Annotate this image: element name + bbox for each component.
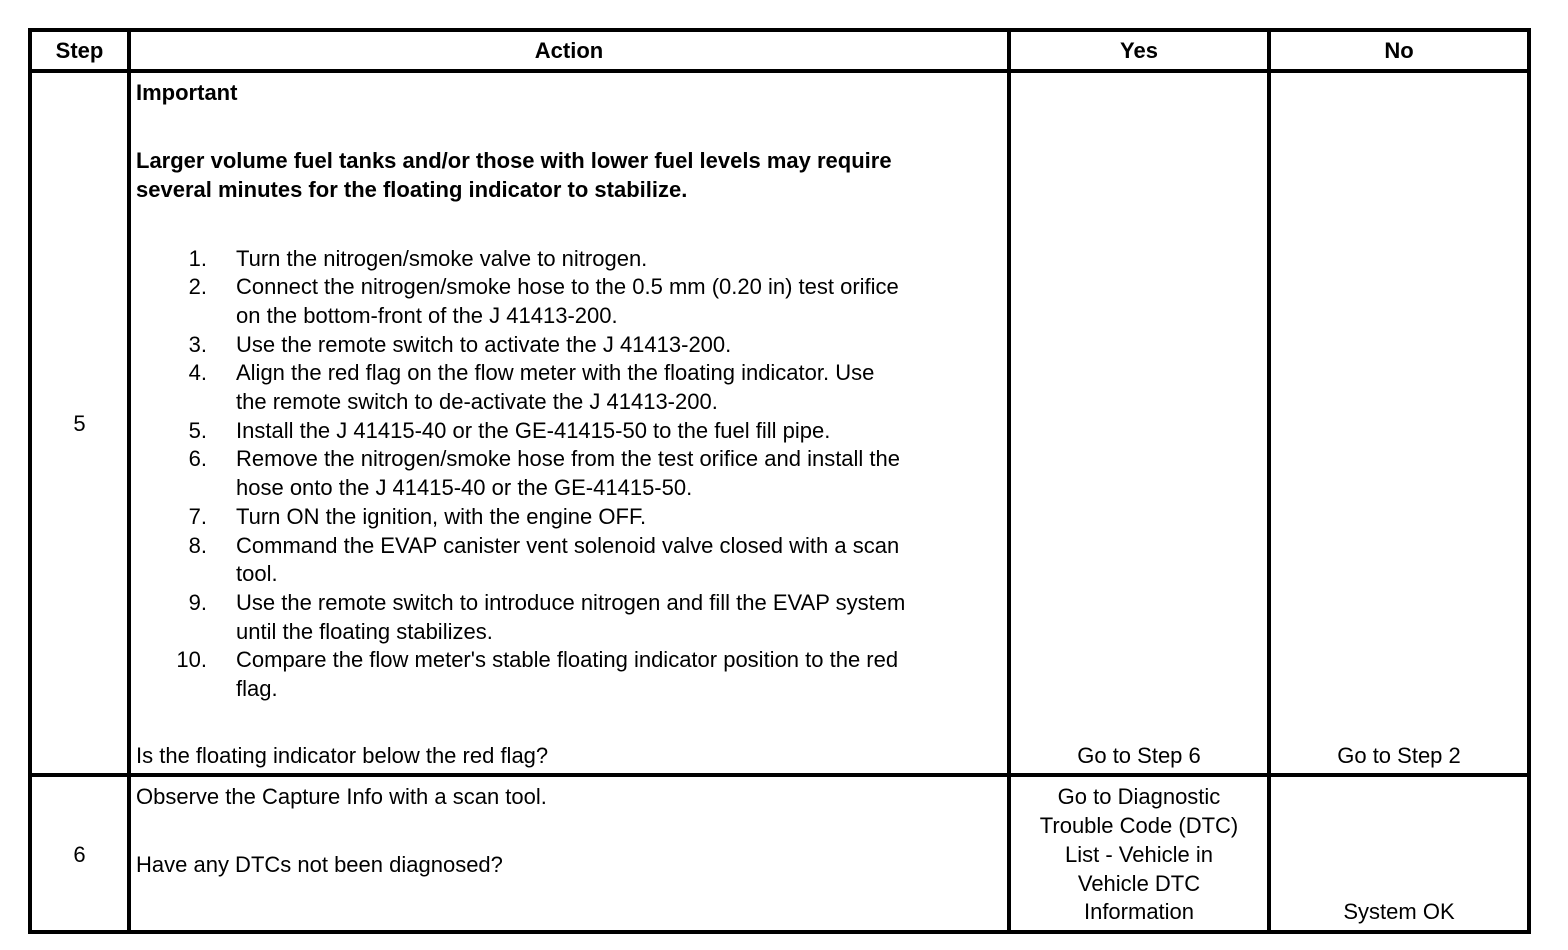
yes-result: Vehicle DTC (1077, 871, 1201, 896)
header-action: Action (534, 38, 604, 63)
list-item: Install the J 41415-40 or the GE-41415-50 to the fuel fill pipe. (236, 417, 831, 443)
list-number: 8. (188, 532, 207, 558)
yes-result: Go to Diagnostic (1057, 784, 1221, 809)
step-number: 5 (73, 411, 86, 436)
table-border-top (28, 28, 1531, 32)
list-item: tool. (236, 561, 278, 587)
list-number: 4. (188, 360, 207, 386)
list-item: hose onto the J 41415-40 or the GE-41415-50. (236, 475, 693, 501)
table-border-left (28, 28, 32, 934)
list-number: 5. (188, 417, 207, 443)
yes-result: List - Vehicle in (1065, 842, 1213, 867)
column-divider (127, 28, 131, 934)
list-number: 6. (188, 446, 207, 472)
yes-result: Information (1083, 899, 1195, 924)
list-item: Align the red flag on the flow meter with the floating indicator. Use (236, 360, 875, 386)
column-divider (1267, 28, 1271, 934)
list-number: 3. (188, 331, 207, 357)
table-border-right (1527, 28, 1531, 934)
list-number: 2. (188, 274, 207, 300)
list-item: Command the EVAP canister vent solenoid valve closed with a scan (236, 532, 900, 558)
header-no: No (1384, 38, 1414, 63)
list-item: Use the remote switch to introduce nitrogen and fill the EVAP system (236, 589, 906, 615)
no-result: System OK (1343, 899, 1455, 924)
list-number: 10. (176, 647, 207, 673)
step-number: 6 (73, 842, 86, 867)
list-item: on the bottom-front of the J 41413-200. (236, 302, 618, 328)
yes-result: Trouble Code (DTC) (1039, 813, 1239, 838)
important-text: several minutes for the floating indicator to stabilize. (136, 177, 688, 202)
list-item: Compare the flow meter's stable floating indicator position to the red (236, 647, 899, 673)
list-item: Turn ON the ignition, with the engine OFF. (236, 503, 647, 529)
list-item: flag. (236, 676, 278, 701)
list-number: 1. (188, 245, 207, 271)
header-divider (28, 69, 1531, 73)
no-result: Go to Step 2 (1337, 743, 1461, 768)
list-item: Remove the nitrogen/smoke hose from the test orifice and install the (236, 446, 901, 472)
question: Is the floating indicator below the red flag? (136, 743, 549, 768)
list-item: Turn the nitrogen/smoke valve to nitrogen. (236, 245, 648, 271)
list-item: the remote switch to de-activate the J 41413-200. (236, 389, 718, 414)
list-item: Use the remote switch to activate the J 41413-200. (236, 331, 732, 357)
list-number: 9. (188, 589, 207, 615)
important-label: Important (136, 80, 238, 105)
table-border-bottom (28, 930, 1531, 934)
header-yes: Yes (1120, 38, 1158, 63)
action-text: Observe the Capture Info with a scan tool. (136, 784, 547, 809)
list-item: Connect the nitrogen/smoke hose to the 0.5 mm (0.20 in) test orifice (236, 274, 899, 300)
list-number: 7. (188, 503, 207, 529)
question: Have any DTCs not been diagnosed? (136, 852, 503, 877)
header-step: Step (55, 38, 104, 63)
important-text: Larger volume fuel tanks and/or those with lower fuel levels may require (136, 148, 892, 173)
list-item: until the floating stabilizes. (236, 618, 493, 644)
row-divider (28, 773, 1531, 777)
yes-result: Go to Step 6 (1077, 743, 1201, 768)
